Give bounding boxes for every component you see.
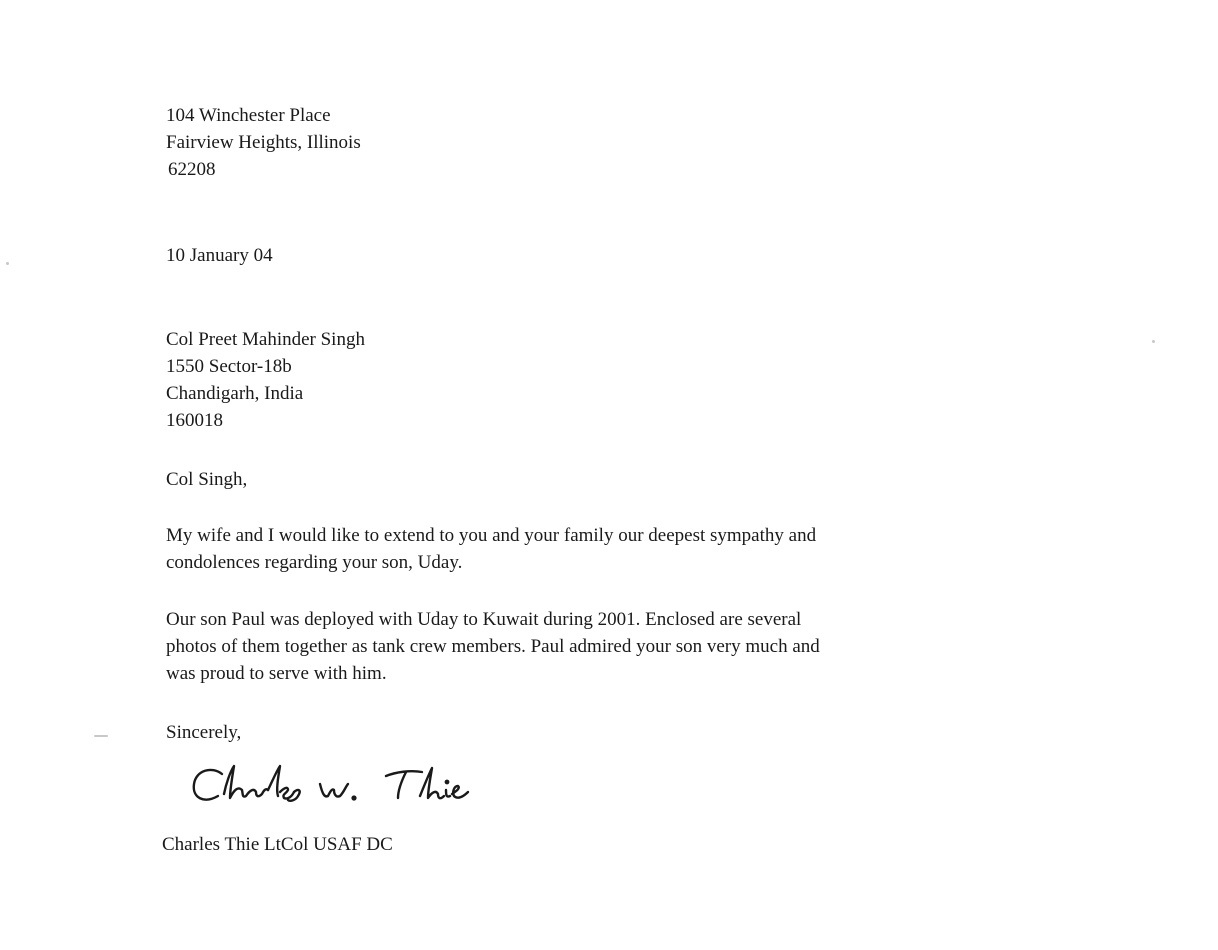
paragraph-line: condolences regarding your son, Uday. <box>166 552 463 573</box>
scan-speck <box>6 262 9 265</box>
recipient-street: 1550 Sector-18b <box>166 356 292 377</box>
body-paragraph-2 <box>166 606 820 687</box>
sender-city-state: Fairview Heights, Illinois <box>166 132 361 153</box>
recipient-postcode: 160018 <box>166 410 223 431</box>
closing <box>166 719 241 746</box>
closing-text: Sincerely, <box>166 722 242 743</box>
signature-graphic <box>188 760 488 822</box>
sender-street: 104 Winchester Place <box>166 105 331 126</box>
recipient-name: Col Preet Mahinder Singh <box>166 329 365 350</box>
paragraph-line: was proud to serve with him. <box>166 663 387 684</box>
sender-zip: 62208 <box>168 159 216 180</box>
recipient-city-country: Chandigarh, India <box>166 383 304 404</box>
signer-name: Charles Thie LtCol USAF DC <box>162 834 393 855</box>
paragraph-line: photos of them together as tank crew members. Paul admired your son very much and <box>166 636 820 657</box>
salutation-text: Col Singh, <box>166 469 248 490</box>
scan-speck <box>1152 340 1155 343</box>
letter-date <box>166 242 273 269</box>
paragraph-line: Our son Paul was deployed with Uday to Kuwait during 2001. Enclosed are several <box>166 609 802 630</box>
paragraph-line: My wife and I would like to extend to you and your family our deepest sympathy and <box>166 525 817 546</box>
scan-speck <box>94 735 108 737</box>
handwritten-signature <box>188 760 488 822</box>
sender-address <box>166 102 361 183</box>
date-text: 10 January 04 <box>166 245 273 266</box>
salutation <box>166 466 247 493</box>
recipient-address <box>166 326 365 434</box>
body-paragraph-1 <box>166 522 816 576</box>
